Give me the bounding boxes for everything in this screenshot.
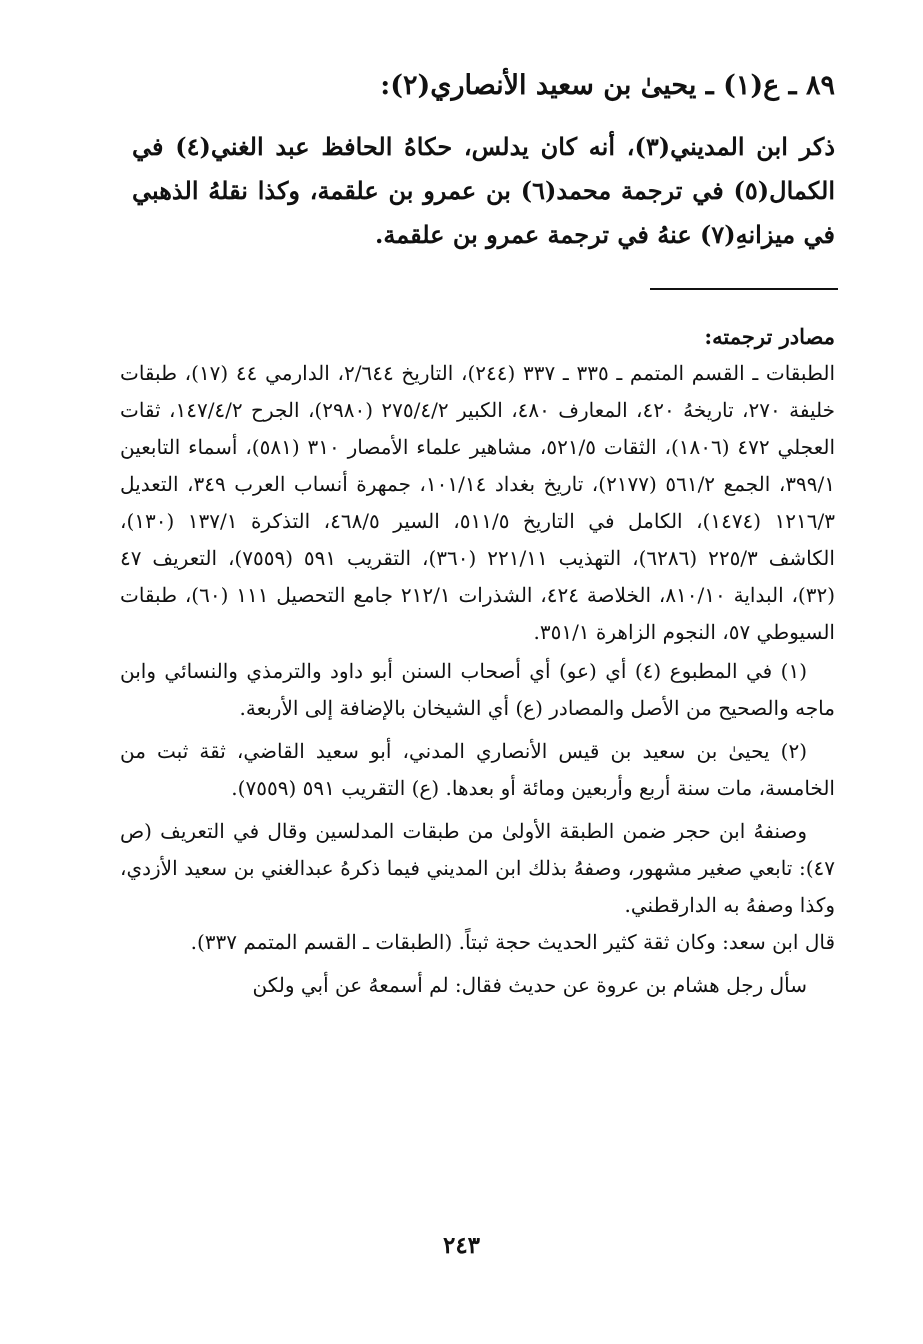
footnote-2-tail: سأل رجل هشام بن عروة عن حديث فقال: لم أسمعهُ عن أبي ولكن (252, 973, 807, 997)
sources-heading: مصادر ترجمته: (704, 324, 835, 349)
footnote-1: (١) في المطبوع (٤) أي (عو) أي أصحاب السنن أبو داود والترمذي والنسائي وابن ماجه والصحيح من الأصل والمصادر (ع) أي الشيخان بالإضافة إلى الأربعة. (120, 659, 835, 720)
footnote-2-quote: قال ابن سعد: وكان ثقة كثير الحديث حجة ثبتاً. (الطبقات ـ القسم المتمم ٣٣٧). (190, 930, 835, 954)
entry-heading: ٨٩ ـ ع(١) ـ يحيىٰ بن سعيد الأنصاري(٢): (380, 70, 835, 101)
footnote-2-continuation: وصنفهُ ابن حجر ضمن الطبقة الأولىٰ من طبقات المدلسين وقال في التعريف (ص ٤٧): تابعي صغير مشهور، وصفهُ بذلك ابن المديني فيما ذكرهُ عبدالغني بن سعيد الأزدي، وكذا وصفهُ به الدارقطني. (120, 819, 835, 917)
entry-body (132, 125, 835, 257)
sources-list: الطبقات ـ القسم المتمم ـ ٣٣٥ ـ ٣٣٧ (٢٤٤)، التاريخ ٢/٦٤٤، الدارمي ٤٤ (١٧)، طبقات خليفة ٢٧٠، تاريخهُ ٤٢٠، المعارف ٤٨٠، الكبير ٢٧٥/٤/٢ (٢٩٨٠)، الجرح ١٤٧/٤/٢، ثقات العجلي ٤٧٢ (١٨٠٦)، الثقات ٥٢١/٥، مشاهير علماء الأمصار ٣١٠ (٥٨١)، أسماء التابعين ٣٩٩/١، الجمع ٥٦١/٢ (٢١٧٧)، تاريخ بغداد ١٠١/١٤، جمهرة أنساب العرب ٣٤٩، التعديل ١٢١٦/٣ (١٤٧٤)، الكامل في التاريخ ٥١١/٥، السير ٤٦٨/٥، التذكرة ١٣٧/١ (١٣٠)، الكاشف ٢٢٥/٣ (٦٢٨٦)، التهذيب ٢٢١/١١ (٣٦٠)، التقريب ٥٩١ (٧٥٥٩)، التعريف ٤٧ (٣٢)، البداية ٨١٠/١٠، الخلاصة ٤٢٤، الشذرات ٢١٢/١ جامع التحصيل ١١١ (٦٠)، طبقات السيوطي ٥٧، النجوم الزاهرة ٣٥١/١. (120, 361, 836, 644)
page-number: ٢٤٣ (442, 1232, 481, 1259)
footnote-separator (650, 288, 838, 290)
footnotes-section (120, 318, 835, 1004)
footnote-2: (٢) يحيىٰ بن سعيد بن قيس الأنصاري المدني، أبو سعيد القاضي، ثقة ثبت من الخامسة، مات سنة أربع وأربعين ومائة أو بعدها. (ع) التقريب ٥٩١ (٧٥٥٩). (120, 739, 835, 800)
entry-body-paragraph: ذكر ابن المديني(٣)، أنه كان يدلس، حكاهُ الحافظ عبد الغني(٤) في الكمال(٥) في ترجمة محمد(٦) بن عمرو بن علقمة، وكذا نقلهُ الذهبي في ميزانهِ(٧) عنهُ في ترجمة عمرو بن علقمة. (132, 132, 836, 249)
